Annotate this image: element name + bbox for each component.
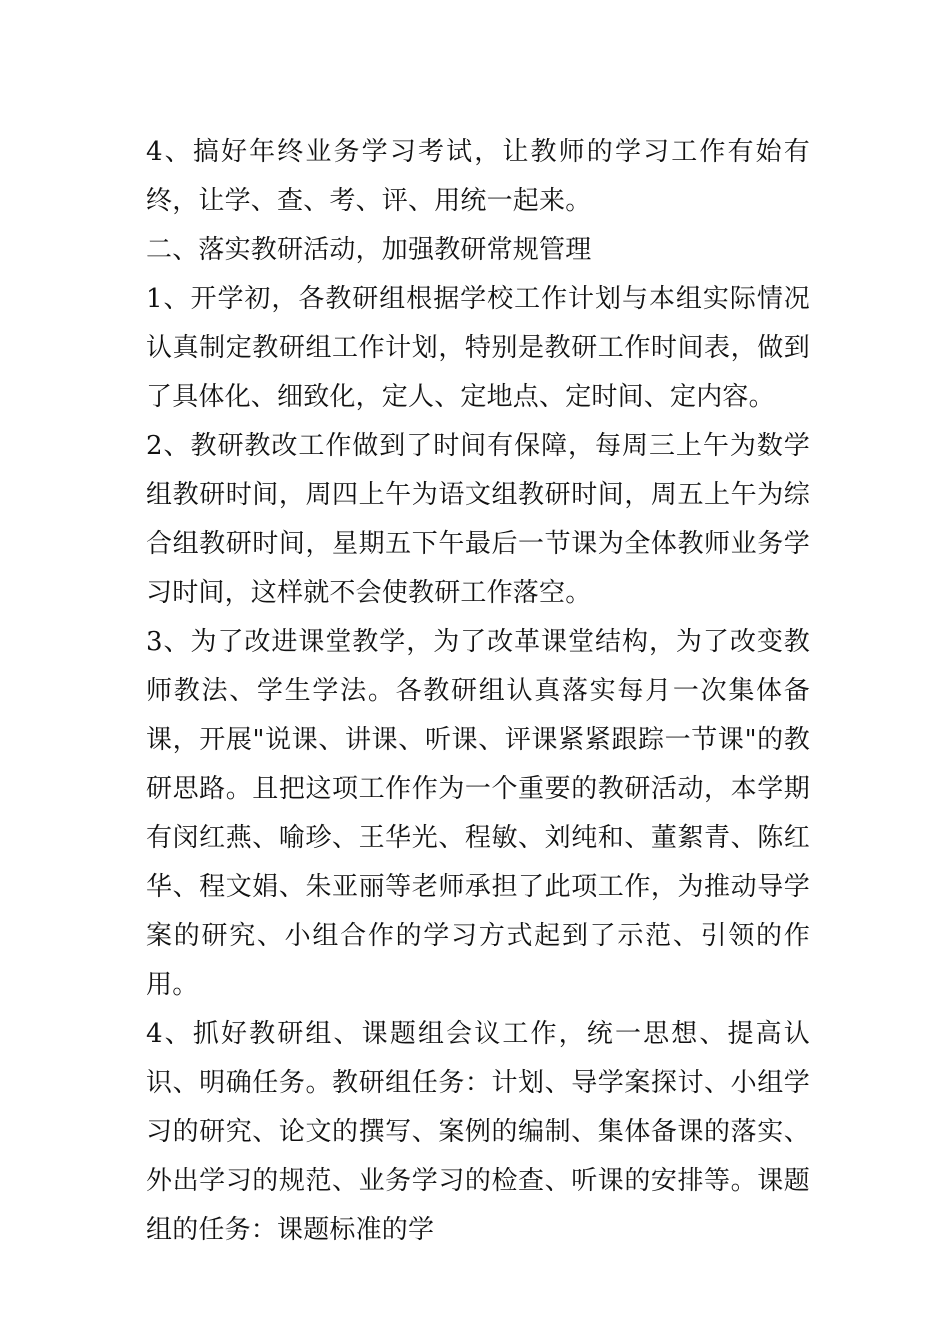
document-body [146,128,810,1255]
paragraph-exam: 4、搞好年终业务学习考试，让教师的学习工作有始有终，让学、查、考、评、用统一起来。 [146,137,810,216]
paragraph-schedule: 2、教研教改工作做到了时间有保障，每周三上午为数学组教研时间，周四上午为语文组教研时间，周五上午为综合组教研时间，星期五下午最后一节课为全体教师业务学习时间，这样就不会使教研工作落空。 [146,431,810,608]
section-heading: 二、落实教研活动，加强教研常规管理 [146,235,592,265]
paragraph-lesson-prep: 3、为了改进课堂教学，为了改革课堂结构，为了改变教师教法、学生学法。各教研组认真落实每月一次集体备课，开展"说课、讲课、听课、评课紧紧跟踪一节课"的教研思路。且把这项工作作为一个重要的教研活动，本学期有闵红燕、喻珍、王华光、程敏、刘纯和、董絮青、陈红华、程文娟、朱亚丽等老师承担了此项工作，为推动导学案的研究、小组合作的学习方式起到了示范、引领的作用。 [146,627,810,1000]
paragraph-plan: 1、开学初，各教研组根据学校工作计划与本组实际情况认真制定教研组工作计划，特别是教研工作时间表，做到了具体化、细致化，定人、定地点、定时间、定内容。 [146,284,810,412]
paragraph-meetings: 4、抓好教研组、课题组会议工作，统一思想、提高认识、明确任务。教研组任务：计划、导学案探讨、小组学习的研究、论文的撰写、案例的编制、集体备课的落实、外出学习的规范、业务学习的检查、听课的安排等。课题组的任务：课题标准的学 [146,1019,810,1245]
